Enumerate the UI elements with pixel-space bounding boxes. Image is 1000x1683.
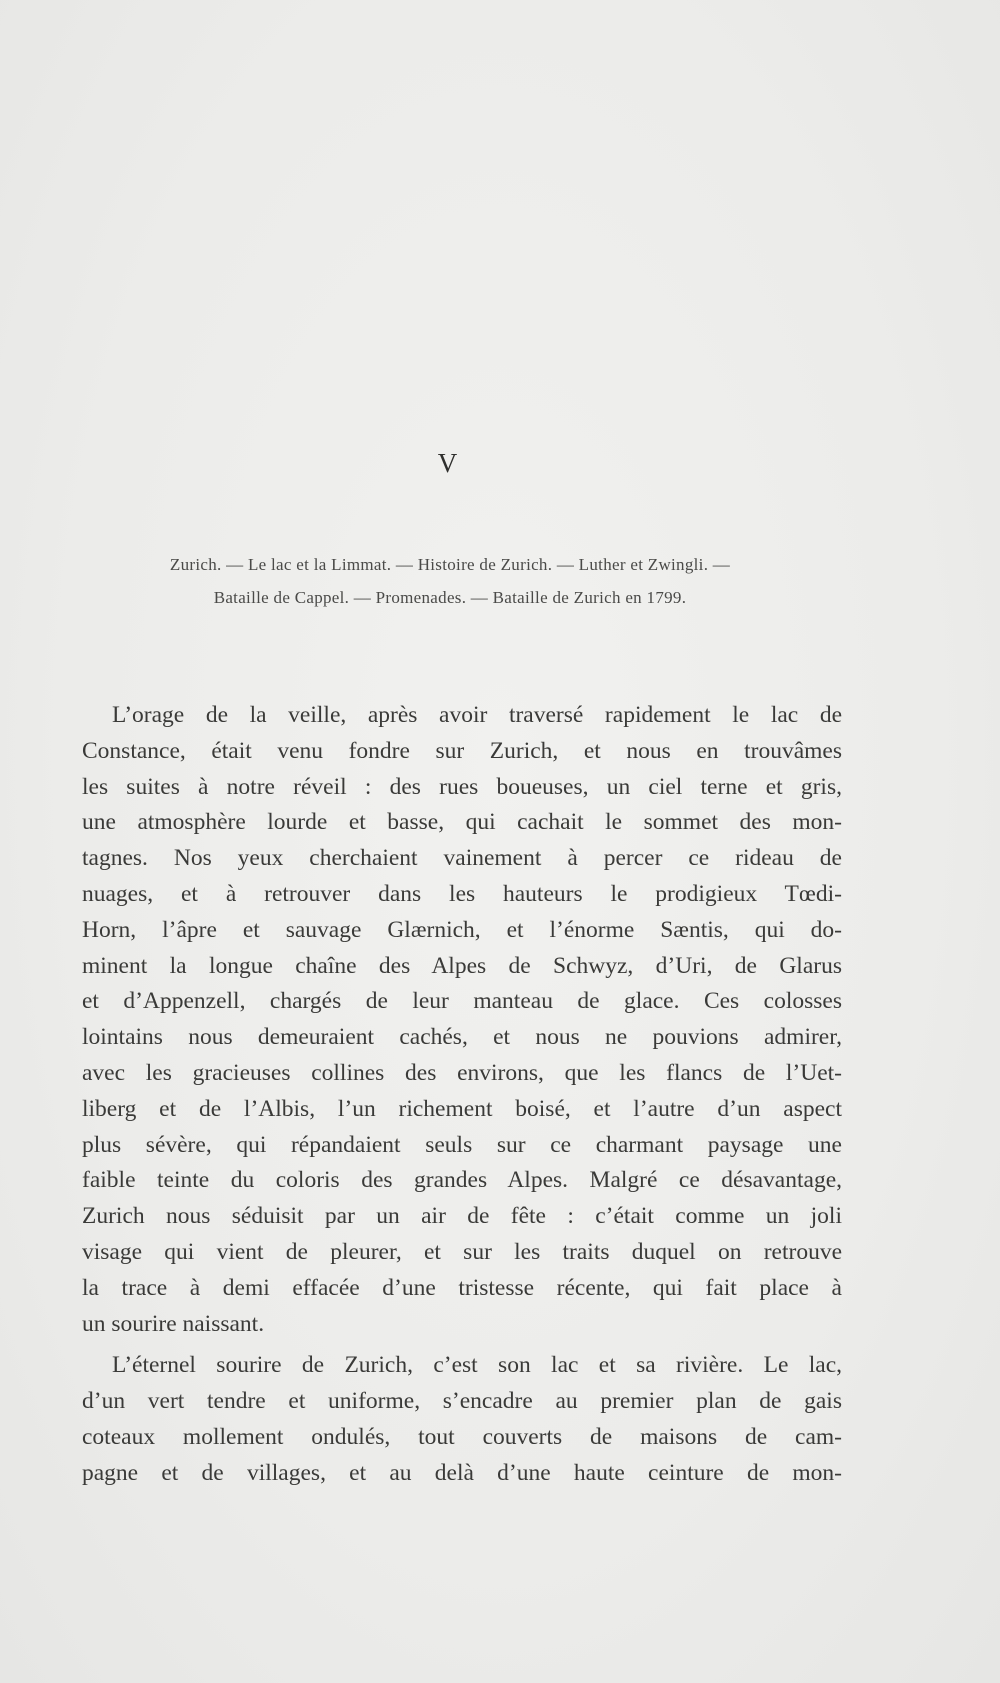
text-line: les suites à notre réveil : des rues boueuses, un ciel terne et gris, [82, 773, 842, 800]
body-text [82, 698, 842, 1492]
text-line: d’un vert tendre et uniforme, s’encadre au premier plan de gais [82, 1388, 842, 1415]
paragraph-2 [82, 1348, 842, 1491]
paragraph-1 [82, 698, 842, 1342]
text-line: Zurich nous séduisit par un air de fête : c’était comme un joli [82, 1203, 842, 1230]
text-line: pagne et de villages, et au delà d’une haute ceinture de mon- [82, 1459, 842, 1486]
text-line: coteaux mollement ondulés, tout couverts de maisons de cam- [82, 1423, 842, 1450]
text-line: L’orage de la veille, après avoir traversé rapidement le lac de [112, 702, 842, 728]
summary-line: Zurich. — Le lac et la Limmat. — Histoire de Zurich. — Luther et Zwingli. — [169, 555, 731, 574]
text-line: plus sévère, qui répandaient seuls sur ce charmant paysage une [82, 1131, 842, 1158]
text-line: et d’Appenzell, chargés de leur manteau de glace. Ces colosses [82, 988, 842, 1015]
summary-line: Bataille de Cappel. — Promenades. — Bataille de Zurich en 1799. [213, 588, 687, 607]
text-line: visage qui vient de pleurer, et sur les traits duquel on retrouve [82, 1238, 842, 1265]
chapter-numeral: V [437, 448, 459, 478]
text-line: tagnes. Nos yeux cherchaient vainement à percer ce rideau de [82, 845, 842, 872]
text-line: minent la longue chaîne des Alpes de Schwyz, d’Uri, de Glarus [82, 952, 842, 979]
text-line: liberg et de l’Albis, l’un richement boisé, et l’autre d’un aspect [82, 1095, 842, 1122]
text-line: lointains nous demeuraient cachés, et nous ne pouvions admirer, [82, 1024, 842, 1051]
text-line: Horn, l’âpre et sauvage Glærnich, et l’énorme Sæntis, qui do- [82, 916, 842, 943]
text-line: une atmosphère lourde et basse, qui cachait le sommet des mon- [82, 809, 842, 836]
text-line: la trace à demi effacée d’une tristesse récente, qui fait place à [82, 1274, 842, 1301]
text-line: Constance, était venu fondre sur Zurich, et nous en trouvâmes [82, 737, 842, 764]
text-line: nuages, et à retrouver dans les hauteurs le prodigieux Tœdi- [82, 880, 842, 907]
text-line: avec les gracieuses collines des environs, que les flancs de l’Uet- [82, 1059, 842, 1086]
text-line: un sourire naissant. [82, 1310, 265, 1337]
text-line: faible teinte du coloris des grandes Alpes. Malgré ce désavantage, [82, 1167, 842, 1194]
chapter-summary [80, 548, 820, 614]
text-line: L’éternel sourire de Zurich, c’est son lac et sa rivière. Le lac, [112, 1352, 842, 1379]
